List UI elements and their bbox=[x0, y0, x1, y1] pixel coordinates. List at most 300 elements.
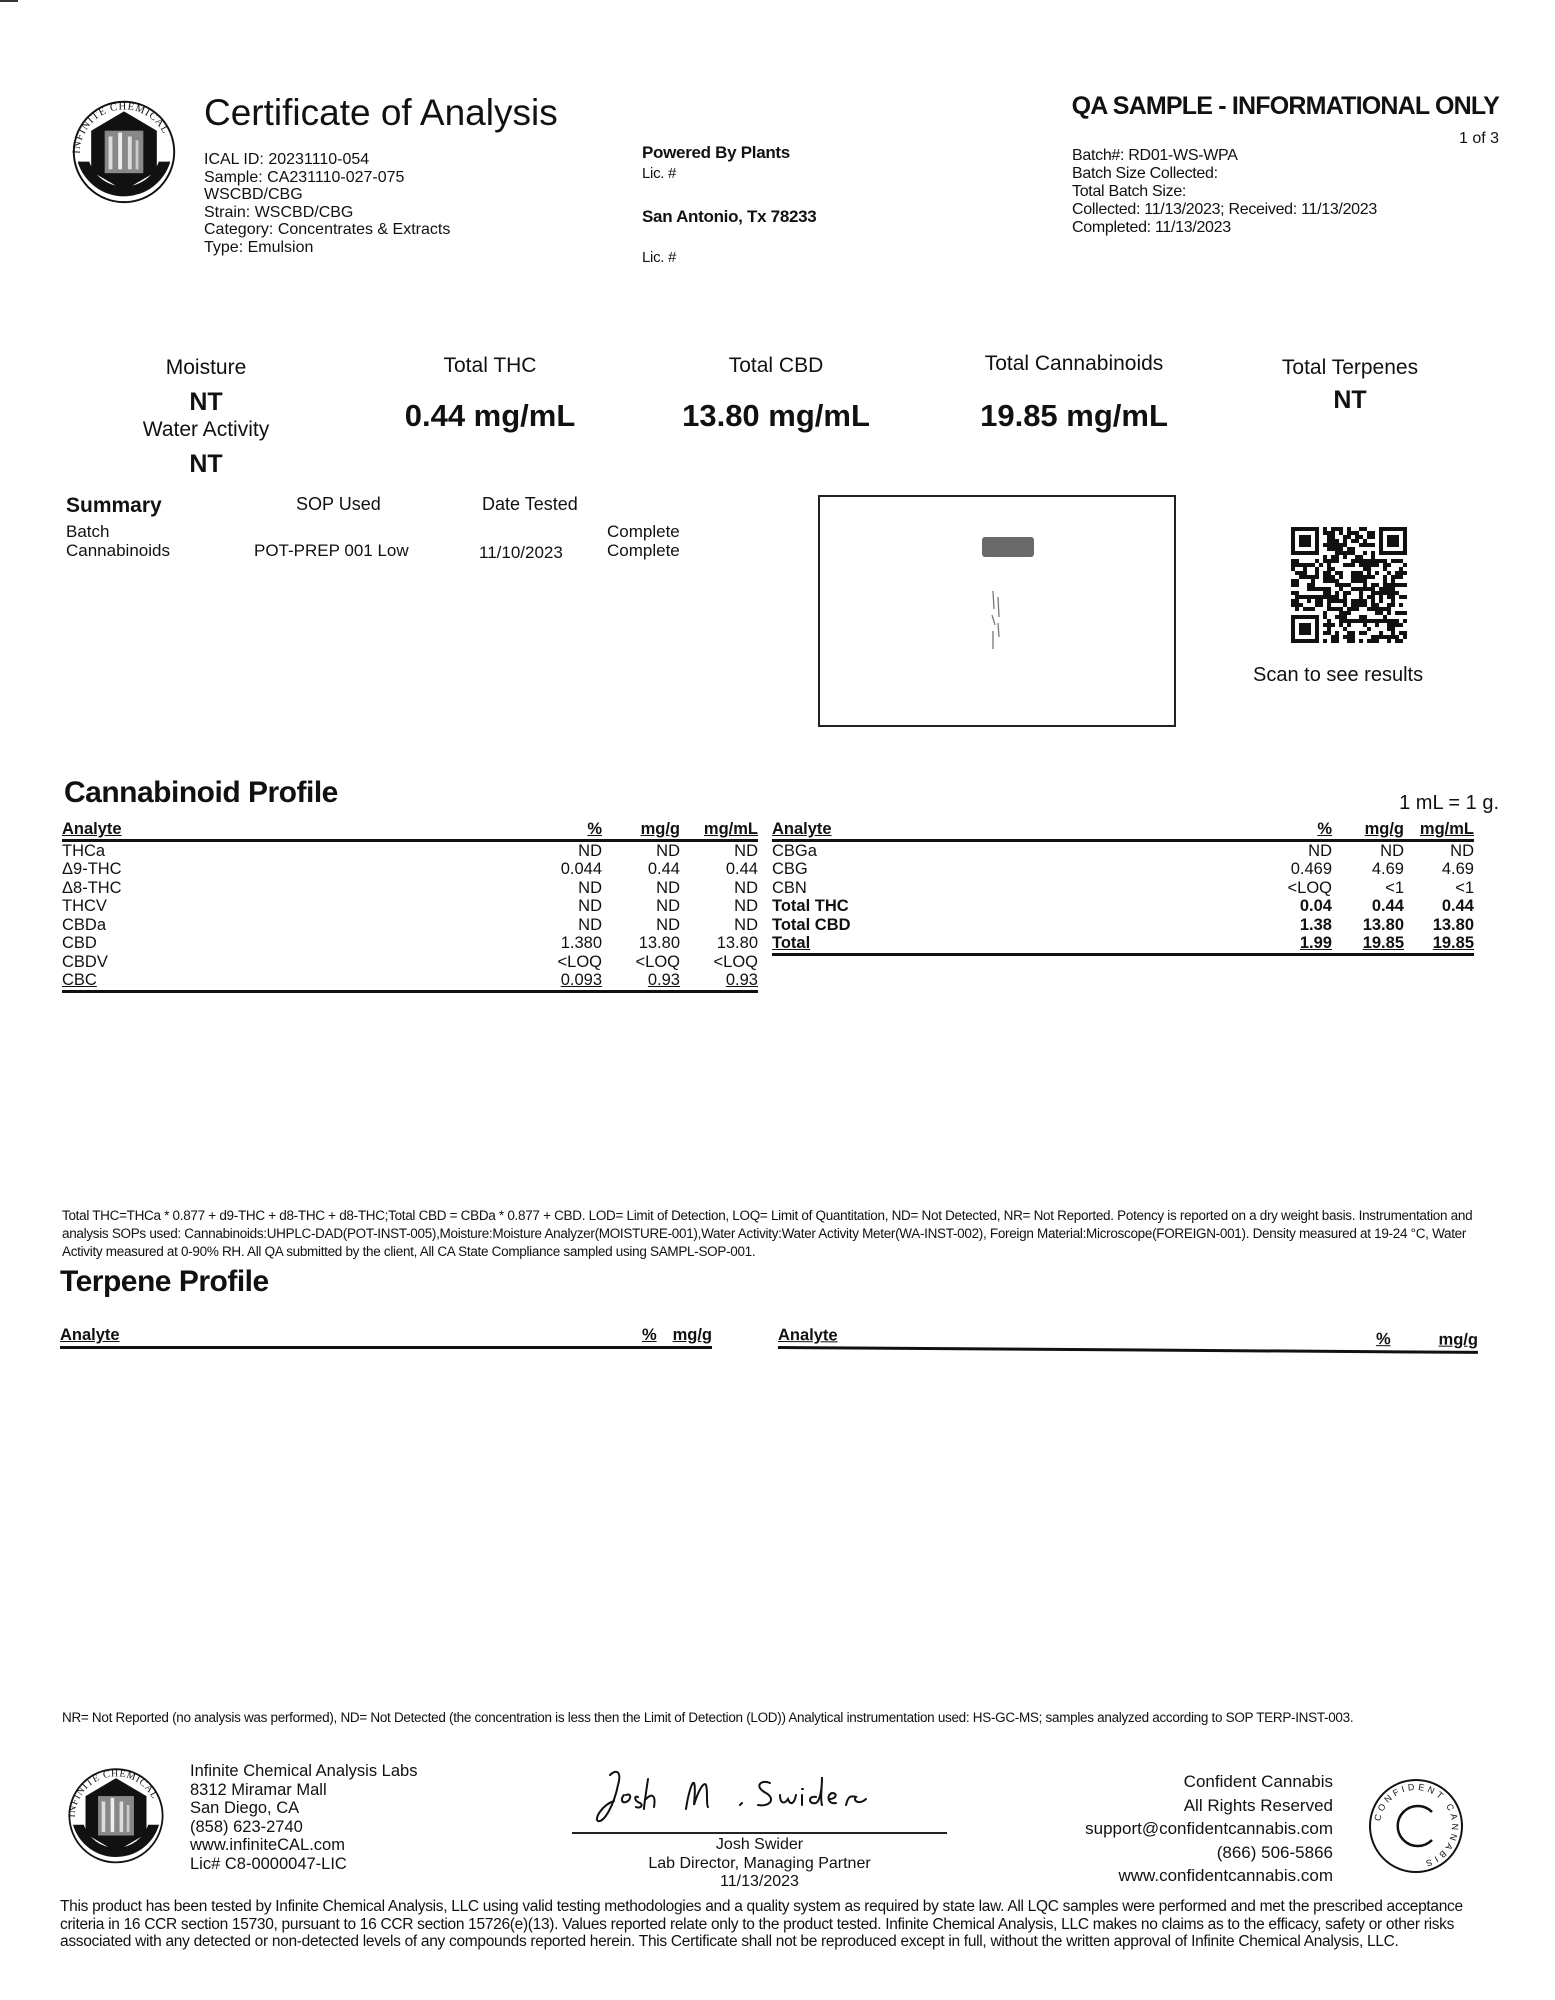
qr-module bbox=[1347, 583, 1351, 587]
qr-module bbox=[1323, 611, 1327, 615]
qr-module bbox=[1291, 583, 1295, 587]
qr-module bbox=[1351, 619, 1355, 623]
qr-module bbox=[1323, 587, 1327, 591]
qr-module bbox=[1291, 591, 1295, 595]
cannabinoid-table-left bbox=[62, 820, 758, 993]
qr-module bbox=[1387, 619, 1391, 623]
qr-module bbox=[1339, 587, 1343, 591]
qr-module bbox=[1403, 619, 1407, 623]
qr-module bbox=[1347, 547, 1351, 551]
qr-module bbox=[1327, 631, 1331, 635]
percent-cell: <LOQ bbox=[1287, 878, 1332, 897]
qr-module bbox=[1307, 599, 1311, 603]
table-row bbox=[62, 916, 758, 935]
qr-module bbox=[1363, 543, 1367, 547]
sample-vial-cap bbox=[982, 537, 1034, 557]
cc-website[interactable]: www.confidentcannabis.com bbox=[1118, 1866, 1333, 1885]
mg-ml-cell: 13.80 bbox=[1432, 915, 1474, 934]
lab-license: Lic# C8-0000047-LIC bbox=[190, 1854, 347, 1873]
qr-module bbox=[1355, 575, 1359, 579]
table-row bbox=[772, 860, 1474, 879]
qr-module bbox=[1363, 615, 1367, 619]
qr-module bbox=[1379, 591, 1383, 595]
type: Type: Emulsion bbox=[204, 238, 314, 256]
qr-module bbox=[1375, 583, 1379, 587]
qr-module bbox=[1339, 543, 1343, 547]
qr-module bbox=[1291, 599, 1295, 603]
col-percent: % bbox=[1375, 1330, 1391, 1349]
qr-module bbox=[1303, 575, 1307, 579]
percent-cell: ND bbox=[578, 915, 602, 934]
qr-module bbox=[1331, 555, 1335, 559]
qr-module bbox=[1343, 595, 1347, 599]
qr-module bbox=[1315, 599, 1319, 603]
qr-module bbox=[1351, 603, 1355, 607]
sample-name: WSCBD/CBG bbox=[204, 186, 303, 203]
col-mg-ml: mg/mL bbox=[1404, 820, 1474, 840]
qr-module bbox=[1379, 631, 1383, 635]
qr-module bbox=[1343, 583, 1347, 587]
qr-module bbox=[1327, 591, 1331, 595]
qr-module bbox=[1359, 615, 1363, 619]
moisture-value: NT bbox=[189, 388, 223, 416]
qr-module bbox=[1303, 607, 1307, 611]
total-batch-size: Total Batch Size: bbox=[1072, 183, 1187, 200]
qr-module bbox=[1331, 595, 1335, 599]
qr-module bbox=[1387, 571, 1391, 575]
qr-module bbox=[1391, 627, 1395, 631]
qr-module bbox=[1343, 603, 1347, 607]
qr-module bbox=[1299, 603, 1303, 607]
qr-module bbox=[1319, 563, 1323, 567]
mg-g-cell: 0.44 bbox=[1371, 897, 1404, 915]
mg-g-cell: 19.85 bbox=[1332, 934, 1404, 954]
qr-module bbox=[1335, 631, 1339, 635]
qr-module bbox=[1295, 591, 1299, 595]
qr-module bbox=[1355, 531, 1359, 535]
qr-module bbox=[1291, 563, 1295, 567]
qr-module bbox=[1379, 619, 1383, 623]
sample-info bbox=[204, 151, 450, 256]
qr-module bbox=[1343, 591, 1347, 595]
qr-module bbox=[1351, 551, 1355, 555]
qr-module bbox=[1323, 571, 1327, 575]
qr-module bbox=[1363, 583, 1367, 587]
qr-module bbox=[1335, 583, 1339, 587]
analyte-cell: THCV bbox=[62, 897, 107, 915]
percent-cell: 1.99 bbox=[1252, 934, 1332, 954]
mg-g-cell: ND bbox=[656, 878, 680, 897]
qr-module bbox=[1367, 575, 1371, 579]
qr-module bbox=[1391, 583, 1395, 587]
mg-ml-cell: 19.85 bbox=[1404, 934, 1474, 954]
qr-module bbox=[1343, 563, 1347, 567]
infinite-chemical-logo bbox=[66, 94, 182, 206]
qr-module bbox=[1351, 579, 1355, 583]
qr-module bbox=[1387, 611, 1391, 615]
qr-module bbox=[1351, 547, 1355, 551]
qr-module bbox=[1331, 579, 1335, 583]
qr-module bbox=[1331, 547, 1335, 551]
qr-module bbox=[1339, 607, 1343, 611]
qr-module bbox=[1391, 579, 1395, 583]
qr-module bbox=[1339, 619, 1343, 623]
confident-cannabis-info bbox=[1085, 1770, 1333, 1888]
qr-module bbox=[1323, 639, 1327, 643]
col-analyte: Analyte bbox=[62, 820, 522, 840]
qr-module bbox=[1347, 527, 1351, 531]
qr-module bbox=[1299, 571, 1303, 575]
status-cannabinoids: Complete bbox=[607, 541, 680, 560]
qr-module bbox=[1347, 531, 1351, 535]
qr-module bbox=[1399, 639, 1403, 643]
col-percent: % bbox=[522, 820, 602, 840]
qr-module bbox=[1391, 603, 1395, 607]
qr-module bbox=[1323, 591, 1327, 595]
qr-module bbox=[1303, 595, 1307, 599]
logo-arc-text: INFINITE CHEMICAL bbox=[71, 101, 172, 155]
qr-module bbox=[1387, 583, 1391, 587]
qr-module bbox=[1307, 595, 1311, 599]
qr-module bbox=[1335, 555, 1339, 559]
qr-module bbox=[1371, 599, 1375, 603]
client-city: San Antonio, Tx 78233 bbox=[642, 207, 817, 226]
qr-module bbox=[1395, 619, 1399, 623]
qr-module bbox=[1355, 579, 1359, 583]
qr-module bbox=[1367, 563, 1371, 567]
qr-module bbox=[1335, 543, 1339, 547]
qr-module bbox=[1351, 575, 1355, 579]
qr-module bbox=[1399, 571, 1403, 575]
qr-module bbox=[1307, 563, 1311, 567]
qr-module bbox=[1323, 579, 1327, 583]
qr-module bbox=[1359, 563, 1363, 567]
qr-module bbox=[1371, 563, 1375, 567]
qr-module bbox=[1375, 635, 1379, 639]
signature-line bbox=[572, 1832, 947, 1834]
qr-module bbox=[1371, 591, 1375, 595]
qr-module bbox=[1343, 535, 1347, 539]
qr-module bbox=[1383, 579, 1387, 583]
qr-module bbox=[1395, 559, 1399, 563]
qr-module bbox=[1307, 583, 1311, 587]
qr-module bbox=[1375, 603, 1379, 607]
qr-module bbox=[1387, 587, 1391, 591]
qr-module bbox=[1375, 619, 1379, 623]
client-license-2: Lic. # bbox=[642, 249, 677, 266]
mg-g-cell: 0.44 bbox=[647, 860, 680, 878]
qr-module bbox=[1347, 535, 1351, 539]
col-mg-g: mg/g bbox=[1332, 820, 1404, 840]
mg-ml-cell: <LOQ bbox=[713, 952, 758, 971]
table-header-row bbox=[772, 820, 1474, 840]
qr-module bbox=[1331, 639, 1335, 643]
qr-module bbox=[1327, 587, 1331, 591]
total-thc-value: 0.44 mg/mL bbox=[404, 398, 576, 433]
qr-module bbox=[1355, 571, 1359, 575]
lab-info bbox=[190, 1762, 417, 1873]
col-percent: % bbox=[642, 1326, 657, 1344]
qr-module bbox=[1363, 623, 1367, 627]
qr-module bbox=[1343, 619, 1347, 623]
qr-module bbox=[1371, 639, 1375, 643]
client-name: Powered By Plants bbox=[642, 143, 790, 162]
svg-text:CONFIDENT CANNABIS bbox=[1372, 1782, 1460, 1870]
qr-module bbox=[1327, 599, 1331, 603]
qr-module bbox=[1323, 595, 1327, 599]
qr-module bbox=[1295, 599, 1299, 603]
qr-module bbox=[1323, 575, 1327, 579]
qr-module bbox=[1327, 539, 1331, 543]
sample-photo bbox=[818, 495, 1176, 727]
total-thc-label: Total THC bbox=[443, 354, 537, 377]
qr-module bbox=[1399, 559, 1403, 563]
qr-module bbox=[1343, 627, 1347, 631]
qr-module bbox=[1359, 595, 1363, 599]
analyte-cell: CBN bbox=[772, 878, 807, 897]
qr-module bbox=[1363, 527, 1367, 531]
qr-module bbox=[1327, 579, 1331, 583]
water-activity-label: Water Activity bbox=[142, 418, 270, 441]
qr-module bbox=[1311, 579, 1315, 583]
qr-module bbox=[1351, 559, 1355, 563]
qr-module bbox=[1399, 603, 1403, 607]
table-row bbox=[62, 860, 758, 879]
qr-module bbox=[1399, 595, 1403, 599]
mg-g-cell: 4.69 bbox=[1371, 860, 1404, 878]
qr-module bbox=[1367, 627, 1371, 631]
qr-module bbox=[1395, 639, 1399, 643]
qr-module bbox=[1375, 611, 1379, 615]
mg-g-cell: 0.93 bbox=[602, 971, 680, 991]
qr-module bbox=[1295, 571, 1299, 575]
qr-module bbox=[1295, 579, 1299, 583]
qr-module bbox=[1363, 619, 1367, 623]
qr-module bbox=[1403, 631, 1407, 635]
qr-module bbox=[1303, 563, 1307, 567]
qr-module bbox=[1363, 603, 1367, 607]
table-row bbox=[62, 971, 758, 991]
qr-module bbox=[1327, 547, 1331, 551]
qr-module bbox=[1371, 583, 1375, 587]
summary-heading: Summary bbox=[66, 494, 162, 517]
qr-module bbox=[1323, 559, 1327, 563]
qr-module bbox=[1351, 571, 1355, 575]
qr-code[interactable] bbox=[1290, 527, 1408, 643]
qr-module bbox=[1403, 571, 1407, 575]
analyte-cell: CBDV bbox=[62, 952, 108, 971]
qr-module bbox=[1395, 635, 1399, 639]
qr-module bbox=[1335, 539, 1339, 543]
qr-module bbox=[1359, 591, 1363, 595]
qr-module bbox=[1403, 583, 1407, 587]
mg-ml-cell: ND bbox=[734, 878, 758, 897]
qa-banner: QA SAMPLE - INFORMATIONAL ONLY bbox=[1071, 92, 1499, 120]
qr-module bbox=[1355, 607, 1359, 611]
qr-module bbox=[1359, 559, 1363, 563]
qr-module bbox=[1379, 595, 1383, 599]
qr-module bbox=[1327, 559, 1331, 563]
terpene-table-right-header bbox=[778, 1327, 1478, 1354]
qr-module bbox=[1391, 631, 1395, 635]
qr-module bbox=[1375, 639, 1379, 643]
status-batch: Complete bbox=[607, 522, 680, 541]
qr-module bbox=[1375, 591, 1379, 595]
qr-module bbox=[1383, 563, 1387, 567]
collected-received: Collected: 11/13/2023; Received: 11/13/2023 bbox=[1072, 201, 1377, 218]
qr-module bbox=[1327, 607, 1331, 611]
qr-module bbox=[1391, 587, 1395, 591]
qr-module bbox=[1403, 595, 1407, 599]
qr-module bbox=[1379, 587, 1383, 591]
qr-module bbox=[1363, 567, 1367, 571]
qr-module bbox=[1335, 591, 1339, 595]
qr-module bbox=[1295, 603, 1299, 607]
analyte-cell: CBGa bbox=[772, 841, 817, 860]
qr-module bbox=[1339, 547, 1343, 551]
qr-module bbox=[1403, 611, 1407, 615]
qr-module bbox=[1363, 599, 1367, 603]
qr-module bbox=[1355, 587, 1359, 591]
qr-module bbox=[1327, 575, 1331, 579]
qr-module bbox=[1371, 543, 1375, 547]
qr-module bbox=[1339, 599, 1343, 603]
qr-module bbox=[1295, 583, 1299, 587]
qr-finder-pattern bbox=[1299, 623, 1311, 635]
qr-module bbox=[1351, 563, 1355, 567]
analyte-cell: THCa bbox=[62, 841, 106, 860]
summary-sop: POT-PREP 001 Low bbox=[254, 541, 409, 560]
analyte-cell: Δ8-THC bbox=[62, 878, 122, 897]
signer-date: 11/13/2023 bbox=[720, 1873, 799, 1890]
qr-module bbox=[1331, 599, 1335, 603]
lab-website[interactable]: www.infiniteCAL.com bbox=[190, 1836, 345, 1854]
qr-module bbox=[1359, 599, 1363, 603]
qr-module bbox=[1307, 607, 1311, 611]
qr-module bbox=[1335, 615, 1339, 619]
page-title: Certificate of Analysis bbox=[204, 92, 558, 133]
qr-module bbox=[1339, 575, 1343, 579]
qr-module bbox=[1387, 603, 1391, 607]
summary-date: 11/10/2023 bbox=[479, 543, 563, 562]
client-license: Lic. # bbox=[642, 165, 677, 182]
qr-module bbox=[1331, 635, 1335, 639]
qr-module bbox=[1339, 583, 1343, 587]
qr-module bbox=[1323, 615, 1327, 619]
qr-module bbox=[1311, 563, 1315, 567]
qr-module bbox=[1399, 583, 1403, 587]
cc-email[interactable]: support@confidentcannabis.com bbox=[1085, 1819, 1333, 1838]
qr-module bbox=[1311, 607, 1315, 611]
mg-ml-cell: ND bbox=[1450, 841, 1474, 860]
handwritten-note-mark bbox=[988, 587, 1004, 657]
qr-module bbox=[1391, 635, 1395, 639]
qr-module bbox=[1371, 635, 1375, 639]
cc-phone: (866) 506-5866 bbox=[1216, 1842, 1333, 1862]
qr-module bbox=[1359, 639, 1363, 643]
qr-module bbox=[1351, 607, 1355, 611]
qr-module bbox=[1399, 611, 1403, 615]
qr-module bbox=[1311, 583, 1315, 587]
qr-module bbox=[1335, 547, 1339, 551]
qr-module bbox=[1315, 595, 1319, 599]
qr-module bbox=[1359, 535, 1363, 539]
qr-module bbox=[1391, 619, 1395, 623]
qr-module bbox=[1327, 623, 1331, 627]
qr-module bbox=[1327, 571, 1331, 575]
mg-g-cell: ND bbox=[656, 897, 680, 915]
qr-module bbox=[1359, 571, 1363, 575]
analyte-cell: CBDa bbox=[62, 915, 107, 934]
qr-module bbox=[1351, 631, 1355, 635]
qr-module bbox=[1371, 575, 1375, 579]
qr-module bbox=[1375, 563, 1379, 567]
cannabinoid-table-right bbox=[772, 820, 1474, 956]
date-tested-heading: Date Tested bbox=[482, 494, 578, 514]
qr-module bbox=[1331, 535, 1335, 539]
qr-module bbox=[1371, 559, 1375, 563]
qr-module bbox=[1379, 635, 1383, 639]
percent-cell: 1.38 bbox=[1299, 915, 1332, 934]
qr-module bbox=[1315, 587, 1319, 591]
qr-finder-pattern bbox=[1299, 535, 1311, 547]
qr-module bbox=[1371, 551, 1375, 555]
mg-ml-cell: <1 bbox=[1455, 878, 1474, 897]
qr-module bbox=[1395, 623, 1399, 627]
mg-g-cell: 13.80 bbox=[1362, 915, 1404, 934]
cc-rights: All Rights Reserved bbox=[1183, 1795, 1333, 1815]
qr-module bbox=[1339, 527, 1343, 531]
qr-module bbox=[1335, 571, 1339, 575]
col-mg-ml: mg/mL bbox=[680, 820, 758, 840]
terpene-profile-title: Terpene Profile bbox=[60, 1265, 269, 1298]
qr-module bbox=[1343, 611, 1347, 615]
analyte-cell: CBD bbox=[62, 934, 97, 952]
qr-module bbox=[1335, 607, 1339, 611]
summary-row-cannabinoids: Cannabinoids bbox=[66, 541, 170, 560]
qr-module bbox=[1367, 567, 1371, 571]
signer-info bbox=[572, 1836, 947, 1892]
infinite-chemical-logo-footer bbox=[62, 1762, 170, 1866]
qr-module bbox=[1395, 575, 1399, 579]
qr-module bbox=[1359, 631, 1363, 635]
qr-module bbox=[1367, 639, 1371, 643]
mg-g-cell: ND bbox=[656, 841, 680, 860]
percent-cell: 0.04 bbox=[1299, 897, 1332, 915]
analyte-cell: Total THC bbox=[772, 897, 849, 915]
qr-module bbox=[1383, 559, 1387, 563]
qr-module bbox=[1295, 559, 1299, 563]
qr-module bbox=[1391, 595, 1395, 599]
signer-role: Lab Director, Managing Partner bbox=[648, 1854, 871, 1872]
qr-module bbox=[1367, 543, 1371, 547]
qr-module bbox=[1391, 559, 1395, 563]
qr-module bbox=[1327, 531, 1331, 535]
qr-module bbox=[1323, 531, 1327, 535]
qr-module bbox=[1403, 563, 1407, 567]
qr-module bbox=[1331, 623, 1335, 627]
table-row bbox=[772, 934, 1474, 954]
qr-module bbox=[1371, 531, 1375, 535]
qr-module bbox=[1395, 571, 1399, 575]
qr-module bbox=[1335, 599, 1339, 603]
qr-module bbox=[1363, 575, 1367, 579]
qr-module bbox=[1347, 635, 1351, 639]
table-row bbox=[772, 840, 1474, 860]
qr-module bbox=[1367, 619, 1371, 623]
qr-module bbox=[1343, 543, 1347, 547]
qr-module bbox=[1343, 599, 1347, 603]
